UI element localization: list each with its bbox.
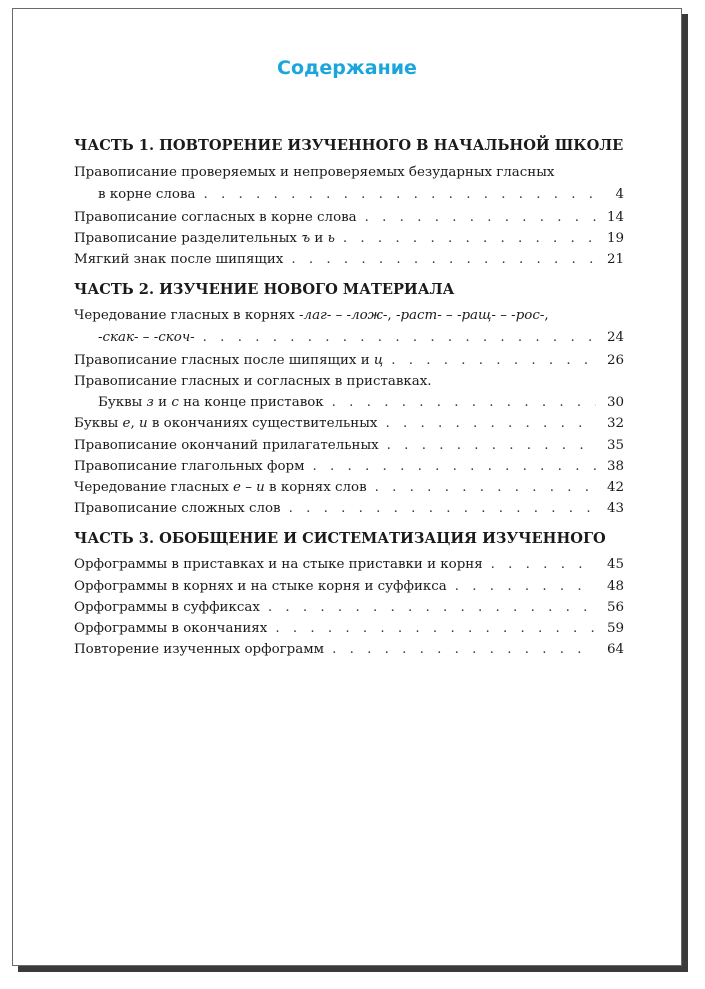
toc-entry-part2-7[interactable]: Чередование гласных е – и в корнях слов . . . 42 (74, 478, 624, 498)
leader-dots (365, 208, 596, 228)
toc-entry-part3-2[interactable]: Орфограммы в корнях и на стыке корня и суффикса . . . 48 (74, 577, 624, 597)
page-number: 64 (606, 642, 624, 657)
leader-dots (491, 555, 596, 575)
toc-entry-part2-8[interactable]: Правописание сложных слов . . . 43 (74, 499, 624, 519)
toc-entry-part1-1[interactable]: в корне слова . . . 4 (74, 185, 624, 205)
leader-dots (385, 414, 596, 434)
leader-dots (343, 229, 596, 249)
toc-entry-part1-3[interactable]: Правописание разделительных ъ и ь . . . 19 (74, 229, 624, 249)
page-number: 19 (606, 231, 624, 246)
leader-dots (203, 328, 596, 348)
toc-entry-part1-1-line1: Правописание проверяемых и непроверяемых безударных гласных (74, 165, 555, 180)
page-title: Содержание (277, 57, 417, 79)
toc-entry-part1-4[interactable]: Мягкий знак после шипящих . . . 21 (74, 250, 624, 270)
page-number: 43 (606, 501, 624, 516)
page-number: 32 (606, 416, 624, 431)
page-number: 42 (606, 480, 624, 495)
page-number: 30 (606, 395, 624, 410)
leader-dots (204, 185, 597, 205)
part3-heading: ЧАСТЬ 3. ОБОБЩЕНИЕ И СИСТЕМАТИЗАЦИЯ ИЗУЧЕННОГО (74, 530, 606, 547)
page-number: 38 (606, 459, 624, 474)
toc-entry-part2-2[interactable]: Правописание гласных после шипящих и ц . . . 26 (74, 351, 624, 371)
leader-dots (289, 499, 596, 519)
toc-entry-part2-6[interactable]: Правописание глагольных форм . . . 38 (74, 457, 624, 477)
page-number: 26 (606, 353, 624, 368)
part1-heading: ЧАСТЬ 1. ПОВТОРЕНИЕ ИЗУЧЕННОГО В НАЧАЛЬНОЙ ШКОЛЕ (74, 137, 624, 154)
leader-dots (455, 577, 596, 597)
toc-entry-part2-5[interactable]: Правописание окончаний прилагательных . . . 35 (74, 436, 624, 456)
leader-dots (375, 478, 596, 498)
toc-entry-part2-1-line1: Чередование гласных в корнях -лаг- – -лож-, -раст- – -ращ- – -рос-, (74, 308, 549, 323)
page-number: 4 (615, 187, 624, 202)
toc-entry-part2-1[interactable]: -скак- – -скоч- . . . 24 (74, 328, 624, 348)
page-number: 14 (606, 210, 624, 225)
page-number: 56 (606, 600, 624, 615)
toc-entry-part3-4[interactable]: Орфограммы в окончаниях . . . 59 (74, 619, 624, 639)
leader-dots (387, 436, 596, 456)
page-number: 45 (606, 557, 624, 572)
toc-entry-part2-4[interactable]: Буквы е, и в окончаниях существительных . . . 32 (74, 414, 624, 434)
leader-dots (275, 619, 596, 639)
toc-entry-part3-1[interactable]: Орфограммы в приставках и на стыке приставки и корня . . . 45 (74, 555, 624, 575)
page-number: 21 (606, 252, 624, 267)
leader-dots (313, 457, 597, 477)
toc-entry-part1-2[interactable]: Правописание согласных в корне слова . . . 14 (74, 208, 624, 228)
toc-entry-part3-3[interactable]: Орфограммы в суффиксах . . . 56 (74, 598, 624, 618)
leader-dots (332, 393, 596, 413)
leader-dots (268, 598, 596, 618)
toc-entry-part2-3-line1: Правописание гласных и согласных в приставках. (74, 374, 432, 389)
toc-entry-part3-5[interactable]: Повторение изученных орфограмм . . . 64 (74, 640, 624, 660)
page-number: 59 (606, 621, 624, 636)
leader-dots (291, 250, 596, 270)
part2-heading: ЧАСТЬ 2. ИЗУЧЕНИЕ НОВОГО МАТЕРИАЛА (74, 281, 455, 298)
page-number: 24 (606, 330, 624, 345)
leader-dots (332, 640, 596, 660)
toc-entry-part2-3[interactable]: Буквы з и с на конце приставок . . . 30 (74, 393, 624, 413)
page-number: 48 (606, 579, 624, 594)
leader-dots (391, 351, 596, 371)
page (12, 8, 682, 966)
page-number: 35 (606, 438, 624, 453)
